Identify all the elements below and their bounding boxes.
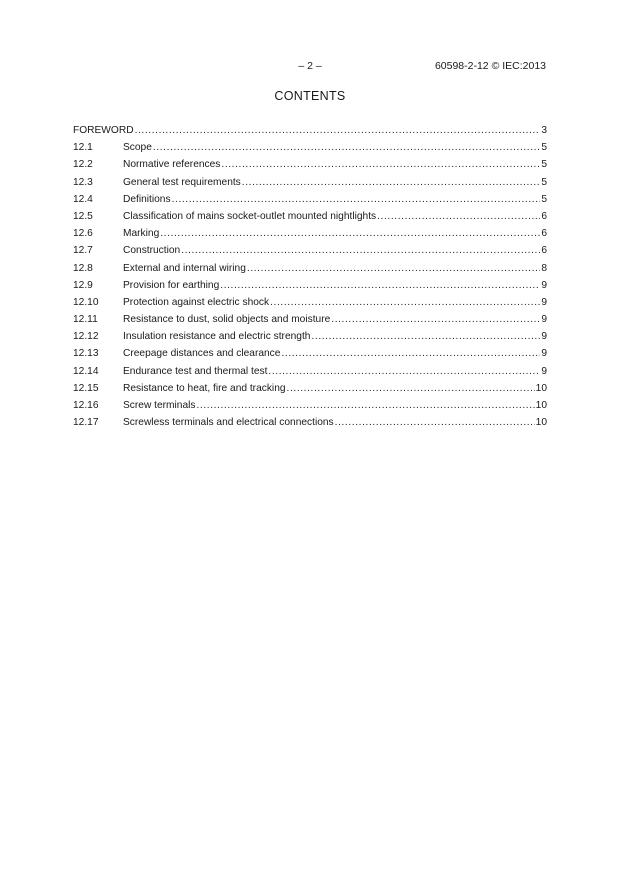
toc-entry-page: 10 — [535, 400, 547, 411]
toc-entry-number: 12.14 — [73, 365, 99, 377]
dot-leader — [196, 397, 534, 414]
dot-leader — [220, 277, 540, 294]
toc-entry-number: 12.5 — [73, 210, 93, 222]
toc-entry[interactable] — [73, 363, 547, 380]
toc-entry-page: 8 — [541, 262, 547, 274]
toc-entry-page: 9 — [541, 331, 547, 343]
toc-entry-page: 6 — [541, 228, 547, 240]
toc-entry-label: Insulation resistance and electric strength — [123, 331, 311, 343]
toc-entry-number: 12.11 — [73, 314, 98, 326]
toc-entry-page: 5 — [541, 159, 547, 171]
toc-entry-foreword[interactable] — [73, 122, 547, 139]
toc-entry-label: Creepage distances and clearance — [123, 348, 281, 360]
dot-leader — [153, 139, 540, 156]
toc-entry-number: 12.12 — [73, 331, 99, 343]
toc-entry-number: 12.10 — [73, 296, 99, 308]
dot-leader — [242, 174, 541, 191]
toc-entry-number: 12.1 — [73, 142, 93, 154]
toc-entry-label: FOREWORD — [73, 125, 134, 136]
toc-entry-label: Endurance test and thermal test — [123, 365, 268, 377]
dot-leader — [247, 260, 540, 277]
toc-entry[interactable] — [73, 242, 547, 259]
toc-entry-number: 12.6 — [73, 228, 93, 240]
toc-entry-label: Normative references — [123, 159, 221, 171]
dot-leader — [281, 345, 540, 362]
toc-entry-number: 12.13 — [73, 348, 99, 360]
toc-entry-label: Resistance to dust, solid objects and moisture — [123, 314, 331, 326]
toc-entry[interactable] — [73, 277, 547, 294]
dot-leader — [160, 225, 540, 242]
toc-entry-page: 5 — [541, 142, 547, 154]
toc-entry[interactable] — [73, 380, 547, 397]
toc-entry-page: 9 — [541, 279, 547, 291]
dot-leader — [221, 156, 540, 173]
toc-entry-page: 3 — [541, 125, 547, 136]
toc-entry-number: 12.16 — [73, 400, 99, 411]
toc-entry-page: 9 — [541, 348, 547, 360]
toc-entry-number: 12.8 — [73, 262, 93, 274]
toc-entry-page: 9 — [541, 314, 547, 326]
dot-leader — [268, 363, 540, 380]
toc-entry-page: 6 — [541, 210, 547, 222]
toc-entry[interactable] — [73, 397, 547, 414]
toc-entry-label: Provision for earthing — [123, 279, 220, 291]
toc-entry-label: Screwless terminals and electrical connections — [123, 417, 334, 429]
toc-entry-number: 12.3 — [73, 176, 93, 188]
toc-entry[interactable] — [73, 174, 547, 191]
document-reference: 60598-2-12 © IEC:2013 — [434, 60, 546, 72]
toc-entry[interactable] — [73, 328, 547, 345]
toc-entry-page: 6 — [541, 245, 547, 257]
toc-entry[interactable] — [73, 260, 547, 277]
toc-entry[interactable] — [73, 225, 547, 242]
toc-entry-page: 5 — [541, 176, 547, 188]
dot-leader — [377, 208, 540, 225]
toc-entry[interactable] — [73, 191, 547, 208]
contents-title: CONTENTS — [274, 89, 346, 103]
toc-entry[interactable] — [73, 139, 547, 156]
toc-entry-label: Definitions — [123, 193, 171, 205]
dot-leader — [135, 122, 541, 139]
toc-entry-label: Classification of mains socket-outlet mounted nightlights — [123, 210, 377, 222]
toc-entry-number: 12.4 — [73, 193, 93, 205]
dot-leader — [331, 311, 540, 328]
toc-entry-label: Marking — [123, 228, 160, 240]
toc-entry-label: Screw terminals — [123, 400, 196, 411]
toc-entry[interactable] — [73, 345, 547, 362]
toc-entry-number: 12.17 — [73, 417, 99, 429]
toc-entry-label: Protection against electric shock — [123, 296, 270, 308]
toc-entry-page: 5 — [541, 193, 547, 205]
toc-entry-page: 10 — [535, 382, 547, 394]
toc-entry-label: Construction — [123, 245, 181, 257]
toc-entry-number: 12.15 — [73, 382, 99, 394]
toc-entry[interactable] — [73, 156, 547, 173]
toc-entry[interactable] — [73, 208, 547, 225]
toc-entry-label: External and internal wiring — [123, 262, 246, 274]
toc-entry-number: 12.9 — [73, 279, 93, 291]
toc-entry-number: 12.2 — [73, 159, 93, 171]
toc-entry-page: 9 — [541, 365, 547, 377]
dot-leader — [335, 414, 535, 431]
dot-leader — [172, 191, 541, 208]
dot-leader — [287, 380, 535, 397]
toc-entry[interactable] — [73, 311, 547, 328]
toc-entry-page: 9 — [541, 296, 547, 308]
toc-entry-label: Resistance to heat, fire and tracking — [123, 382, 286, 394]
dot-leader — [270, 294, 540, 311]
dot-leader — [181, 242, 540, 259]
table-of-contents — [73, 122, 547, 431]
toc-entry-label: Scope — [123, 142, 152, 154]
page-number: – 2 – — [298, 60, 322, 72]
toc-entry-number: 12.7 — [73, 245, 93, 257]
toc-entry-page: 10 — [535, 417, 547, 429]
toc-entry[interactable] — [73, 414, 547, 431]
dot-leader — [311, 328, 540, 345]
toc-entry[interactable] — [73, 294, 547, 311]
toc-entry-label: General test requirements — [123, 176, 241, 188]
